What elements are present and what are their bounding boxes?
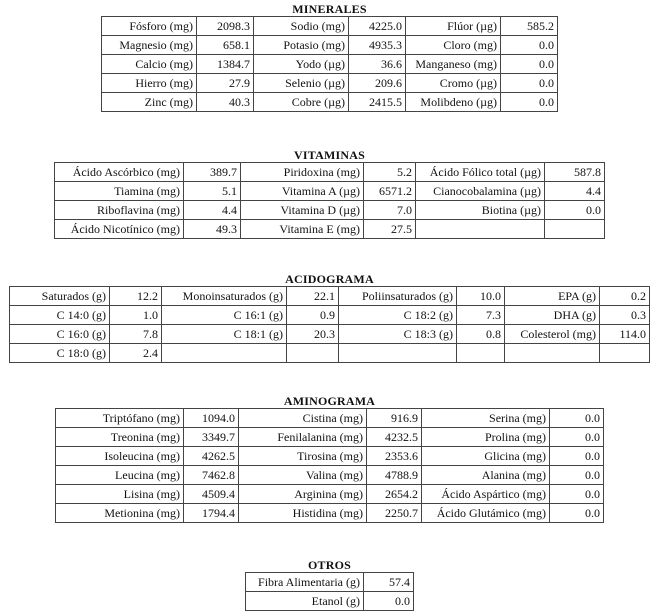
nutrient-label: Riboflavina (mg) (55, 201, 184, 220)
nutrient-value: 0.0 (501, 74, 558, 93)
nutrient-value: 587.8 (545, 163, 605, 182)
nutrient-label: Yodo (µg) (254, 55, 349, 74)
acidograma-title: ACIDOGRAMA (285, 272, 374, 286)
nutrient-label: Valina (mg) (239, 466, 367, 485)
table-row (102, 17, 558, 36)
nutrient-label: Vitamina A (µg) (241, 182, 364, 201)
nutrient-value (457, 344, 505, 363)
table-row (10, 306, 650, 325)
nutrient-label: Treonina (mg) (56, 428, 184, 447)
nutrient-value: 7.8 (110, 325, 162, 344)
nutrient-value: 2.4 (110, 344, 162, 363)
vitaminas-table (54, 162, 605, 239)
nutrient-value: 1.0 (110, 306, 162, 325)
nutrient-label: Vitamina D (µg) (241, 201, 364, 220)
nutrient-label: Sodio (mg) (254, 17, 349, 36)
nutrient-label: Molibdeno (µg) (406, 93, 501, 112)
nutrient-label: C 18:3 (g) (339, 325, 457, 344)
table-row (56, 409, 604, 428)
otros-table (245, 572, 414, 611)
nutrient-label: Biotina (µg) (416, 201, 545, 220)
nutrient-label: Manganeso (mg) (406, 55, 501, 74)
nutrient-value: 40.3 (197, 93, 254, 112)
nutrient-label: Histidina (mg) (239, 504, 367, 523)
minerales-table (101, 16, 558, 112)
table-row (246, 592, 414, 611)
nutrient-label: Alanina (mg) (422, 466, 550, 485)
table-row (56, 504, 604, 523)
nutrient-value: 0.2 (600, 287, 650, 306)
nutrient-value: 0.0 (550, 409, 604, 428)
nutrient-value: 1794.4 (184, 504, 239, 523)
nutrient-value: 658.1 (197, 36, 254, 55)
nutrient-value: 0.8 (457, 325, 505, 344)
nutrient-value (545, 220, 605, 239)
nutrient-label (416, 220, 545, 239)
nutrient-value: 27.5 (364, 220, 416, 239)
nutrient-value: 0.0 (501, 93, 558, 112)
nutrient-label: Cloro (mg) (406, 36, 501, 55)
nutrient-label: Cobre (µg) (254, 93, 349, 112)
nutrient-label: Fósforo (mg) (102, 17, 197, 36)
nutrient-value: 4262.5 (184, 447, 239, 466)
nutrient-label: C 16:0 (g) (10, 325, 110, 344)
nutrient-label: C 14:0 (g) (10, 306, 110, 325)
nutrient-label: Fibra Alimentaria (g) (246, 573, 364, 592)
nutrient-label: C 16:1 (g) (162, 306, 287, 325)
table-row (56, 485, 604, 504)
nutrient-label: Selenio (µg) (254, 74, 349, 93)
table-row (55, 201, 605, 220)
nutrient-value: 2250.7 (367, 504, 422, 523)
table-row (56, 428, 604, 447)
otros-section (0, 558, 659, 611)
nutrient-value: 2353.6 (367, 447, 422, 466)
nutrient-label: Etanol (g) (246, 592, 364, 611)
table-row (102, 74, 558, 93)
nutrient-value: 0.0 (550, 466, 604, 485)
nutrient-label: Leucina (mg) (56, 466, 184, 485)
nutrient-label: Lisina (mg) (56, 485, 184, 504)
nutrient-label: Colesterol (mg) (505, 325, 600, 344)
nutrient-label: Triptófano (mg) (56, 409, 184, 428)
nutrient-value: 12.2 (110, 287, 162, 306)
nutrient-value: 0.0 (550, 428, 604, 447)
nutrient-value: 0.0 (501, 36, 558, 55)
nutrient-label (162, 344, 287, 363)
nutrient-label: Metionina (mg) (56, 504, 184, 523)
vitaminas-title: VITAMINAS (294, 148, 365, 162)
nutrient-label: Calcio (mg) (102, 55, 197, 74)
nutrient-value: 5.2 (364, 163, 416, 182)
nutrient-label: C 18:2 (g) (339, 306, 457, 325)
nutrient-value: 7462.8 (184, 466, 239, 485)
nutrient-value: 114.0 (600, 325, 650, 344)
minerales-section (0, 2, 659, 112)
nutrient-label: Zinc (mg) (102, 93, 197, 112)
nutrient-value: 10.0 (457, 287, 505, 306)
nutrient-value: 4509.4 (184, 485, 239, 504)
nutrient-value: 0.0 (545, 201, 605, 220)
nutrient-label: Cianocobalamina (µg) (416, 182, 545, 201)
nutrient-label: Poliinsaturados (g) (339, 287, 457, 306)
nutrient-value: 1094.0 (184, 409, 239, 428)
table-row (10, 325, 650, 344)
nutrient-label: Glicina (mg) (422, 447, 550, 466)
table-row (102, 55, 558, 74)
table-row (55, 220, 605, 239)
nutrient-value: 7.3 (457, 306, 505, 325)
nutrient-value: 4225.0 (349, 17, 406, 36)
aminograma-table (55, 408, 604, 523)
nutrient-value: 0.9 (287, 306, 339, 325)
nutrient-value: 4788.9 (367, 466, 422, 485)
nutrient-value: 389.7 (184, 163, 241, 182)
nutrient-value (287, 344, 339, 363)
nutrient-label: EPA (g) (505, 287, 600, 306)
nutrient-value: 585.2 (501, 17, 558, 36)
table-row (10, 344, 650, 363)
otros-title: OTROS (307, 558, 351, 572)
nutrient-value: 7.0 (364, 201, 416, 220)
nutrient-value: 36.6 (349, 55, 406, 74)
nutrient-value: 916.9 (367, 409, 422, 428)
aminograma-section (0, 394, 659, 523)
table-row (246, 573, 414, 592)
nutrient-value: 4935.3 (349, 36, 406, 55)
nutrient-label: Ácido Nicotínico (mg) (55, 220, 184, 239)
nutrient-label: DHA (g) (505, 306, 600, 325)
nutrient-value: 27.9 (197, 74, 254, 93)
nutrient-label: Piridoxina (mg) (241, 163, 364, 182)
nutrient-label: Isoleucina (mg) (56, 447, 184, 466)
nutrient-value: 4.4 (184, 201, 241, 220)
nutrient-label: Arginina (mg) (239, 485, 367, 504)
nutrient-value: 0.0 (550, 504, 604, 523)
nutrient-label: C 18:1 (g) (162, 325, 287, 344)
nutrient-label: Vitamina E (mg) (241, 220, 364, 239)
nutrient-value: 0.0 (550, 485, 604, 504)
nutrient-value: 0.0 (550, 447, 604, 466)
nutrient-value: 2415.5 (349, 93, 406, 112)
nutrient-label (505, 344, 600, 363)
nutrient-value: 5.1 (184, 182, 241, 201)
nutrient-label: Flúor (µg) (406, 17, 501, 36)
nutrient-value: 4232.5 (367, 428, 422, 447)
nutrient-label: Ácido Fólico total (µg) (416, 163, 545, 182)
nutrient-label: Cromo (µg) (406, 74, 501, 93)
nutrient-label: Monoinsaturados (g) (162, 287, 287, 306)
nutrient-label: Tirosina (mg) (239, 447, 367, 466)
nutrient-value: 0.0 (364, 592, 414, 611)
table-row (55, 163, 605, 182)
nutrient-label: Ácido Glutámico (mg) (422, 504, 550, 523)
table-row (102, 36, 558, 55)
nutrient-value: 0.0 (501, 55, 558, 74)
table-row (102, 93, 558, 112)
nutrient-label: Hierro (mg) (102, 74, 197, 93)
nutrient-label: Ácido Ascórbico (mg) (55, 163, 184, 182)
nutrient-value: 22.1 (287, 287, 339, 306)
nutrient-value: 4.4 (545, 182, 605, 201)
nutrient-label: Magnesio (mg) (102, 36, 197, 55)
nutrient-label (339, 344, 457, 363)
nutrient-label: Cistina (mg) (239, 409, 367, 428)
nutrient-value: 20.3 (287, 325, 339, 344)
nutrient-label: Saturados (g) (10, 287, 110, 306)
vitaminas-section (0, 148, 659, 239)
nutrient-value: 2654.2 (367, 485, 422, 504)
table-row (10, 287, 650, 306)
nutrient-value: 209.6 (349, 74, 406, 93)
nutrient-label: Tiamina (mg) (55, 182, 184, 201)
nutrient-label: C 18:0 (g) (10, 344, 110, 363)
nutrient-value: 2098.3 (197, 17, 254, 36)
table-row (56, 466, 604, 485)
nutrient-label: Ácido Aspártico (mg) (422, 485, 550, 504)
nutrient-value: 49.3 (184, 220, 241, 239)
table-row (55, 182, 605, 201)
nutrient-value (600, 344, 650, 363)
nutrient-value: 57.4 (364, 573, 414, 592)
nutrient-label: Prolina (mg) (422, 428, 550, 447)
aminograma-title: AMINOGRAMA (283, 394, 376, 408)
minerales-title: MINERALES (292, 2, 367, 16)
nutrient-value: 1384.7 (197, 55, 254, 74)
table-row (56, 447, 604, 466)
acidograma-section (0, 272, 659, 363)
nutrient-label: Potasio (mg) (254, 36, 349, 55)
nutrient-value: 3349.7 (184, 428, 239, 447)
nutrient-value: 0.3 (600, 306, 650, 325)
nutrient-label: Fenilalanina (mg) (239, 428, 367, 447)
nutrient-label: Serina (mg) (422, 409, 550, 428)
nutrient-value: 6571.2 (364, 182, 416, 201)
acidograma-table (9, 286, 650, 363)
